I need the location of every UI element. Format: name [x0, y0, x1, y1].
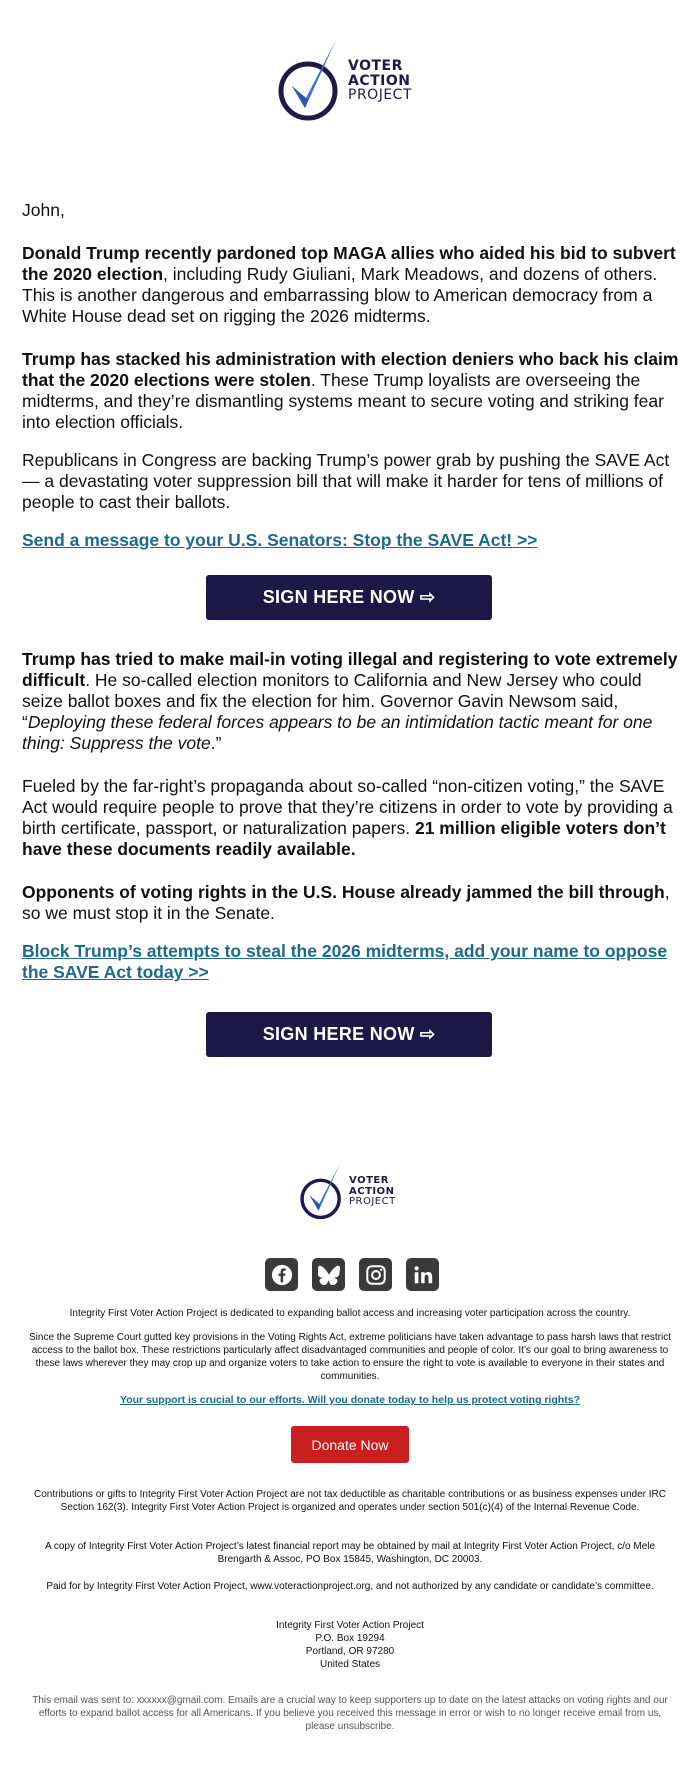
- greeting: John,: [22, 200, 65, 220]
- address-city: Portland, OR 97280: [305, 1646, 395, 1657]
- voter-action-project-logo[interactable]: [278, 38, 412, 124]
- house-text: , so we must stop it in the Senate.: [22, 882, 670, 923]
- logo-wordmark: [348, 59, 412, 103]
- logo-line-1: VOTER: [348, 57, 403, 74]
- sign-here-now-button-2[interactable]: SIGN HERE NOW ⇨: [206, 1012, 492, 1057]
- address-org: Integrity First Voter Action Project: [276, 1620, 424, 1631]
- deniers-emphasis: Trump has stacked his administration with election deniers who back his claim that the 2020 elections were stolen: [22, 349, 679, 390]
- newsom-quote: Deploying these federal forces appears to be an intimidation tactic meant for one thing: Suppress the vote: [22, 712, 653, 753]
- footer-logo[interactable]: [300, 1162, 396, 1222]
- non-citizen-emphasis: 21 million eligible voters don’t have these documents readily available.: [22, 818, 666, 859]
- footer-tax-disclaimer: Contributions or gifts to Integrity First Voter Action Project are not tax deductible as charitable contributions or as business expenses under IRC Section 162(3). Integrity First Voter Action Project is organized and operates under section 501(c)(4) of the Internal Revenue Code.: [34, 1489, 666, 1513]
- mail-in-emphasis: Trump has tried to make mail-in voting illegal and registering to vote extremely difficult: [22, 649, 678, 690]
- donate-now-button[interactable]: Donate Now: [291, 1426, 409, 1463]
- footer-checkmark-logo-icon: [300, 1162, 344, 1222]
- footer-address: [26, 1619, 674, 1671]
- email-body-continued: [22, 649, 680, 983]
- footer-mission: Integrity First Voter Action Project is dedicated to expanding ballot access and increasing voter participation across the country.: [69, 1308, 631, 1319]
- paragraph-pardons: [22, 243, 680, 327]
- house-emphasis: Opponents of voting rights in the U.S. House already jammed the bill through: [22, 882, 665, 902]
- footer-about: Since the Supreme Court gutted key provisions in the Voting Rights Act, extreme politicians have taken advantage to pass harsh laws that restrict access to the ballot box. These restrictions particularly affect disadvantaged communities and people of color. It’s our goal to bring awareness to these laws wherever they may crop up and organize voters to take action to ensure the right to vote is available to everyone in their states and communities.: [28, 1332, 671, 1382]
- instagram-icon[interactable]: [359, 1258, 392, 1291]
- paragraph-mail-in: [22, 649, 680, 754]
- footer-logo-line-3: PROJECT: [349, 1196, 396, 1208]
- logo-line-2: ACTION: [348, 72, 411, 89]
- paragraph-non-citizen: [22, 776, 680, 860]
- footer-unsubscribe-notice: This email was sent to: xxxxxx@gmail.com. Emails are a crucial way to keep supporters up to date on the latest attacks on voting rights and our efforts to expand ballot access for all Americans. If you believe you received this message in error or wish to no longer receive email from us, please unsubscribe.: [32, 1695, 668, 1732]
- pardons-emphasis: Donald Trump recently pardoned top MAGA allies who aided his bid to subvert the 2020 election: [22, 243, 676, 284]
- footer-logo-line-1: VOTER: [349, 1175, 389, 1187]
- non-citizen-text: Fueled by the far-right’s propaganda about so-called “non-citizen voting,” the SAVE Act would require people to prove that they’re citizens in order to vote by providing a birth certificate, passport, or naturalization papers.: [22, 776, 673, 838]
- quote-end: .”: [210, 733, 222, 753]
- checkmark-logo-icon: [278, 38, 342, 124]
- email-body: [22, 200, 680, 551]
- paragraph-save-act: Republicans in Congress are backing Trump’s power grab by pushing the SAVE Act — a devastating voter suppression bill that will make it harder for tens of millions of people to cast their ballots.: [22, 450, 670, 512]
- facebook-icon[interactable]: [265, 1258, 298, 1291]
- stop-save-act-link[interactable]: Send a message to your U.S. Senators: Stop the SAVE Act! >>: [22, 530, 538, 550]
- sign-here-now-button-1[interactable]: SIGN HERE NOW ⇨: [206, 575, 492, 620]
- footer-logo-line-2: ACTION: [349, 1185, 395, 1197]
- paragraph-deniers: [22, 349, 680, 433]
- footer-paid-for: Paid for by Integrity First Voter Action Project, www.voteractionproject.org, and not authorized by any candidate or candidate’s committee.: [46, 1581, 654, 1592]
- linkedin-icon[interactable]: [406, 1258, 439, 1291]
- footer-logo-wordmark: [349, 1176, 396, 1208]
- address-po-box: P.O. Box 19294: [315, 1633, 385, 1644]
- pardons-text: , including Rudy Giuliani, Mark Meadows, and dozens of others. This is another dangerous and embarrassing blow to American democracy from a White House dead set on rigging the 2026 midterms.: [22, 264, 658, 326]
- bluesky-icon[interactable]: [312, 1258, 345, 1291]
- logo-line-3: PROJECT: [348, 87, 412, 104]
- footer-financial-report: A copy of Integrity First Voter Action Project’s latest financial report may be obtained by mail at Integrity First Voter Action Project, c/o Mele Brengarth & Assoc, PO Box 15845, Washington, DC 20003.: [44, 1541, 656, 1565]
- deniers-text: . These Trump loyalists are overseeing the midterms, and they’re dismantling systems meant to secure voting and striking fear into election officials.: [22, 370, 664, 432]
- social-links: [265, 1258, 439, 1291]
- paragraph-house: [22, 882, 680, 924]
- oppose-save-act-link[interactable]: Block Trump’s attempts to steal the 2026 midterms, add your name to oppose the SAVE Act today >>: [22, 941, 668, 982]
- mail-in-text: . He so-called election monitors to California and New Jersey who could seize ballot boxes and fix the election for him. Governor Gavin Newsom said, “: [22, 670, 642, 732]
- address-country: United States: [319, 1659, 381, 1670]
- donate-appeal-link[interactable]: Your support is crucial to our efforts. Will you donate today to help us protect voting rights?: [120, 1394, 580, 1406]
